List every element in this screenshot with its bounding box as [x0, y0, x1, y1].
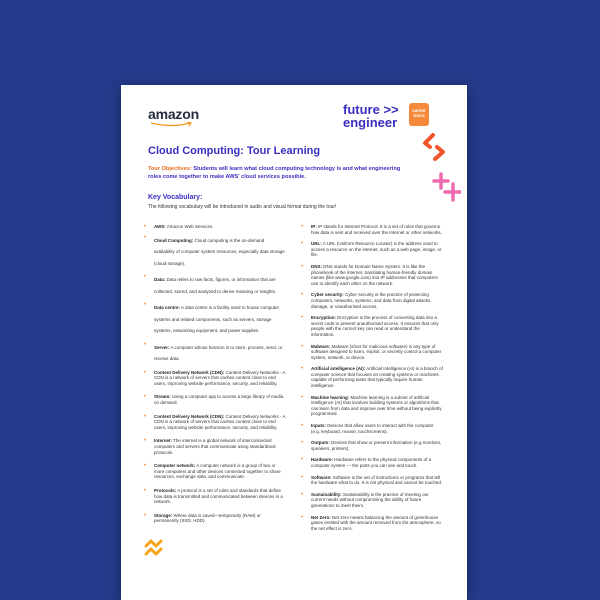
bullet-icon: • — [144, 369, 147, 376]
vocab-term: Data centre: — [154, 305, 181, 311]
objectives-text: Students will learn what cloud computing technology is and what engineering roles come together to make AWS' cloud services possible. — [148, 166, 401, 180]
vocab-term: IP: — [311, 224, 317, 229]
vocab-term: Outputs: — [311, 440, 330, 446]
vocab-term: DNS: — [311, 263, 322, 269]
bullet-icon: • — [144, 394, 147, 401]
vocab-def: Sustainability is the practice of meeting our current needs without compromising the ability of future generations to meet theirs. — [311, 491, 429, 508]
vocab-term: Content Delivery Network (CDN): — [154, 413, 225, 419]
vocab-term: Malware: — [311, 343, 331, 349]
page-title: Cloud Computing: Tour Learning — [148, 145, 321, 157]
vocab-def: Using a computer app to access a large library of media on demand. — [154, 394, 284, 405]
bullet-icon: • — [301, 315, 304, 322]
vocab-def: IP stands for Internet Protocol. It is a set of rules that governs how data is sent and received over the Internet or other networks. — [311, 224, 442, 235]
vocab-term: URL: — [311, 241, 322, 247]
bullet-icon: • — [301, 440, 304, 447]
vocab-term: Machine learning: — [311, 394, 350, 400]
bullet-icon: • — [301, 366, 304, 373]
vocab-def: Cyber security is the practice of protecting computers, networks, systems, and data from digital attacks, damage, or unauthorised access. — [311, 292, 432, 309]
vocab-def: Content Delivery Networks - A CDN is a network of servers that caches content close to end users, improving website performance, security, and reliability. — [154, 369, 286, 386]
bullet-icon: • — [301, 514, 304, 521]
vocab-term: Content Delivery Network (CDN): — [154, 369, 225, 375]
bullet-icon: • — [301, 491, 304, 498]
vocab-def: A URL (Uniform Resource Locator) is the address used to access a resource on the internet, such as a web page, image, or file. — [311, 241, 442, 258]
vocab-def: DNS stands for Domain Name System. It is like the phonebook of the internet, translating human-friendly domain names (like www.google.com) into IP addresses that computers use to identify each other on the network. — [311, 263, 438, 286]
bullet-icon: • — [144, 463, 147, 470]
fe-logo-line2: engineer — [343, 115, 398, 130]
vocab-def: Hardware refers to the physical components of a computer system — the parts you can see and touch. — [311, 457, 432, 468]
career-tours-tag — [409, 103, 429, 126]
vocab-heading: Key Vocabulary: — [148, 194, 203, 201]
plus-decoration-icon — [431, 172, 461, 202]
bullet-icon: • — [301, 457, 304, 464]
vocab-def: The internet is a global network of interconnected computers and servers that communicate using standardised protocols. — [154, 438, 276, 455]
vocab-entry — [301, 224, 443, 235]
vocab-def: Devices that allow users to interact with the computer (e.g. keyboard, mouse, touchscreens). — [311, 423, 434, 434]
vocab-right-column — [301, 224, 443, 531]
vocab-term: Server: — [154, 344, 170, 350]
vocab-entry — [301, 475, 443, 486]
vocab-term: Cloud Computing: — [154, 237, 194, 243]
vocab-entry — [144, 463, 286, 480]
bullet-icon: • — [144, 438, 147, 445]
vocab-term: Internet: — [154, 438, 172, 444]
future-engineer-logo — [343, 103, 443, 135]
vocab-def: A protocol is a set of rules and standards that define how data is transmitted and communicated between devices in a network. — [154, 487, 283, 505]
handout-page — [121, 85, 467, 600]
tour-objectives — [148, 165, 408, 181]
bullet-icon: • — [301, 292, 304, 299]
bullet-icon: • — [301, 423, 304, 430]
bullet-icon: • — [144, 413, 147, 420]
vocab-term: Stream: — [154, 394, 171, 400]
vocab-def: Artificial Intelligence (AI) is a branch of computer science that focuses on creating systems or machines capable of performing tasks that typically require human intelligence. — [311, 366, 443, 389]
bullet-icon: • — [144, 224, 147, 230]
vocab-entry — [144, 342, 286, 365]
bullet-icon: • — [301, 241, 304, 248]
amazon-logo-text: amazon — [148, 106, 199, 122]
vocab-def: Malware (short for malicious software) is any type of software designed to harm, exploit, or secretly control a computer system, network, or device. — [311, 343, 442, 360]
vocab-term: Artificial intelligence (AI): — [311, 366, 366, 372]
amazon-smile-icon — [150, 122, 194, 127]
code-bracket-icon — [421, 133, 447, 161]
bullet-icon: • — [301, 263, 304, 270]
vocab-entry — [144, 394, 286, 405]
vocab-entry — [301, 344, 443, 361]
bullet-icon: • — [144, 341, 147, 348]
vocab-entry — [301, 457, 443, 468]
amazon-logo — [148, 106, 199, 122]
vocab-def: A computer whose function is to store, process, send, or receive data. — [154, 344, 283, 362]
vocab-def: Where data is saved—temporarily (RAM) or permanently (SSD, HDD). — [154, 512, 261, 524]
bullet-icon: • — [301, 474, 304, 481]
fe-logo-line1: future >> — [343, 102, 399, 117]
vocab-term: Software: — [311, 474, 332, 480]
vocab-term: Protocols: — [154, 487, 177, 493]
bullet-icon: • — [144, 234, 147, 241]
bullet-icon: • — [144, 274, 147, 281]
bullet-icon: • — [144, 302, 147, 309]
vocab-entry — [144, 274, 286, 297]
vocab-term: Cyber security: — [311, 292, 344, 298]
vocab-entry — [301, 366, 443, 388]
bullet-icon: • — [301, 224, 304, 230]
vocab-term: AWS: — [154, 224, 166, 229]
vocab-entry — [301, 292, 443, 309]
fe-tag-line2: tours — [413, 113, 425, 118]
vocab-term: Inputs: — [311, 423, 326, 429]
vocab-term: Storage: — [154, 512, 173, 518]
vocab-def: A data centre is a facility used to house computer systems and related components, such as servers, storage systems, networking equipment, and power supplies. — [154, 305, 280, 334]
fe-tag-line1: career — [412, 108, 426, 113]
vocab-entry — [144, 438, 286, 455]
bullet-icon: • — [144, 512, 147, 519]
vocab-entry — [144, 370, 286, 387]
vocab-intro: The following vocabulary will be introduced in audio and visual format during the tour! — [148, 204, 337, 210]
vocab-entry — [301, 241, 443, 258]
vocab-entry — [301, 440, 443, 451]
vocab-def: Data refers to raw facts, figures, or information that are collected, stored, and analyzed to derive meaning or insights. — [154, 277, 277, 294]
vocab-entry — [144, 513, 286, 524]
vocab-term: Net Zero: — [311, 514, 331, 520]
objectives-label: Tour Objectives: — [148, 166, 192, 172]
vocab-entry — [144, 224, 286, 230]
vocab-def: Devices that show or present information (e.g monitors, speakers, printers). — [311, 440, 442, 451]
bullet-icon: • — [301, 343, 304, 350]
bullet-icon: • — [301, 394, 304, 401]
vocab-def: Amazon Web Services. — [166, 224, 214, 229]
vocab-def: Software is the set of instructions or programs that tell the hardware what to do. It is not physical and cannot be touched. — [311, 474, 443, 486]
vocab-entry — [144, 414, 286, 431]
vocab-entry — [301, 515, 443, 532]
vocab-def: A computer network is a group of two or more computers and other devices connected together to share resources, exchange data, and communicate. — [154, 463, 281, 480]
vocab-def: Content Delivery Networks - A CDN is a network of servers that caches content close to end users, improving website performance, security, and reliability. — [154, 413, 286, 430]
vocab-term: Sustainability: — [311, 491, 342, 497]
vocab-entry — [301, 492, 443, 509]
vocab-term: Encryption: — [311, 315, 337, 321]
vocab-def: Cloud computing is the on-demand availability of computer system resources, especially data storage (cloud storage). — [154, 237, 285, 266]
vocab-def: Encryption is the process of converting data into a secret code to prevent unauthorised access. It ensures that only people with the correct key can read or understand the information. — [311, 315, 439, 337]
vocab-entry — [301, 423, 443, 434]
zigzag-decoration-icon — [144, 538, 166, 558]
vocab-entry — [144, 235, 286, 270]
vocab-entry — [301, 315, 443, 337]
vocab-def: Net zero means balancing the amount of greenhouse gases emitted with the amount removed from the atmosphere, so the net effect is zero. — [311, 514, 441, 531]
vocab-term: Data: — [154, 277, 166, 283]
vocab-term: Hardware: — [311, 457, 334, 463]
vocab-term: Computer network: — [154, 463, 196, 469]
vocab-def: Machine learning is a subset of artificial intelligence (AI) that involves building systems or algorithms that can learn from data and improve over time without being explicitly programmed. — [311, 394, 442, 417]
vocab-entry — [301, 395, 443, 417]
vocab-left-column — [144, 224, 286, 524]
bullet-icon: • — [144, 487, 147, 494]
vocab-entry — [301, 264, 443, 286]
vocab-entry — [144, 488, 286, 505]
vocab-entry — [144, 302, 286, 337]
